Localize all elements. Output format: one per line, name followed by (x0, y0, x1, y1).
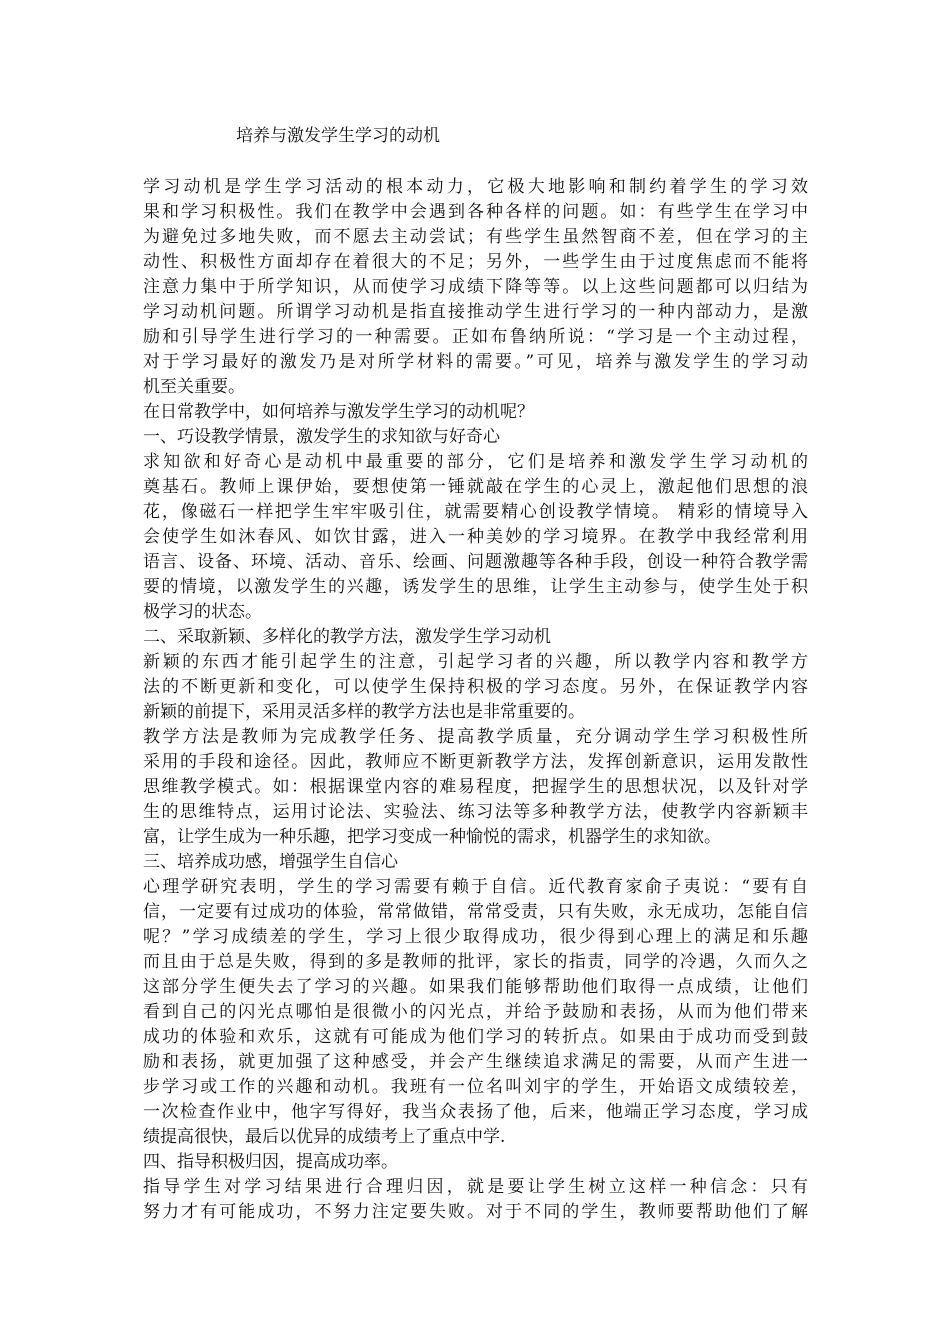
text-line: 富，让学生成为一种乐趣，把学习变成一种愉悦的需求，机器学生的求知欲。 (143, 827, 721, 847)
text-line: 一次检查作业中，他字写得好，我当众表扬了他，后来，他端正学习态度，学习成 (143, 1102, 808, 1122)
text-line: 求知欲和好奇心是动机中最重要的部分，它们是培养和激发学生学习动机的 (143, 452, 808, 472)
text-line: 新颖的前提下，采用灵活多样的教学方法也是非常重要的。 (143, 702, 585, 722)
text-line: 思维教学模式。如：根据课堂内容的难易程度，把握学生的思想状况，以及针对学 (143, 777, 808, 797)
section-heading-4: 四、指导积极归因，提高成功率。 (143, 1152, 398, 1172)
document-title: 培养与激发学生学习的动机 (236, 126, 440, 146)
text-line: 励和表扬，就更加强了这种感受，并会产生继续追求满足的需要，从而产生进一 (143, 1052, 808, 1072)
text-line: 果和学习积极性。我们在教学中会遇到各种各样的问题。如：有些学生在学习中 (143, 202, 808, 222)
section-heading-3: 三、培养成功感，增强学生自信心 (143, 852, 398, 872)
text-line: 花，像磁石一样把学生牢牢吸引住，就需要精心创设教学情境。 精彩的情境导入 (143, 502, 808, 522)
text-line: 极学习的状态。 (143, 602, 262, 622)
text-line: 注意力集中于所学知识，从而使学习成绩下降等等。以上这些问题都可以归结为 (143, 277, 808, 297)
section-heading-1: 一、巧设教学情景，激发学生的求知欲与好奇心 (143, 427, 500, 447)
text-line: 而且由于总是失败，得到的多是教师的批评，家长的指责，同学的冷遇，久而久之 (143, 952, 808, 972)
text-line: 新颖的东西才能引起学生的注意，引起学习者的兴趣，所以教学内容和教学方 (143, 652, 808, 672)
text-line: 呢？”学习成绩差的学生，学习上很少取得成功，很少得到心理上的满足和乐趣 (143, 927, 808, 947)
text-line: 会使学生如沐春风、如饮甘露，进入一种美妙的学习境界。在教学中我经常利用 (143, 527, 808, 547)
text-line: 绩提高很快，最后以优异的成绩考上了重点中学. (143, 1127, 506, 1147)
text-line: 指导学生对学习结果进行合理归因，就是要让学生树立这样一种信念：只有 (143, 1177, 808, 1197)
text-line: 生的思维特点，运用讨论法、实验法、练习法等多种教学方法，使教学内容新颖丰 (143, 802, 808, 822)
text-line: 法的不断更新和变化，可以使学生保持积极的学习态度。另外，在保证教学内容 (143, 677, 808, 697)
text-line: 为避免过多地失败，而不愿去主动尝试；有些学生虽然智商不差，但在学习的主 (143, 227, 808, 247)
text-line: 心理学研究表明，学生的学习需要有赖于自信。近代教育家俞子夷说：“要有自 (143, 877, 808, 897)
text-line: 动性、积极性方面却存在着很大的不足；另外，一些学生由于过度焦虑而不能将 (143, 252, 808, 272)
text-line: 教学方法是教师为完成教学任务、提高教学质量，充分调动学生学习积极性所 (143, 727, 808, 747)
text-line: 看到自己的闪光点哪怕是很微小的闪光点，并给予鼓励和表扬，从而为他们带来 (143, 1002, 808, 1022)
text-line: 要的情境，以激发学生的兴趣，诱发学生的思维，让学生主动参与，使学生处于积 (143, 577, 808, 597)
section-heading-2: 二、采取新颖、多样化的教学方法，激发学生学习动机 (143, 627, 551, 647)
text-line: 励和引导学生进行学习的一种需要。正如布鲁纳所说：“学习是一个主动过程， (143, 327, 808, 347)
text-line: 学习动机是学生学习活动的根本动力，它极大地影响和制约着学生的学习效 (143, 177, 808, 197)
text-line: 成功的体验和欢乐，这就有可能成为他们学习的转折点。如果由于成功而受到鼓 (143, 1027, 808, 1047)
text-line: 这部分学生便失去了学习的兴趣。如果我们能够帮助他们取得一点成绩，让他们 (143, 977, 808, 997)
text-line: 在日常教学中，如何培养与激发学生学习的动机呢？ (143, 402, 534, 422)
text-line: 机至关重要。 (143, 377, 245, 397)
text-line: 努力才有可能成功，不努力注定要失败。对于不同的学生，教师要帮助他们了解 (143, 1202, 808, 1222)
text-line: 语言、设备、环境、活动、音乐、绘画、问题激趣等各种手段，创设一种符合教学需 (143, 552, 808, 572)
text-line: 步学习或工作的兴趣和动机。我班有一位名叫刘宇的学生，开始语文成绩较差， (143, 1077, 808, 1097)
text-line: 奠基石。教师上课伊始，要想使第一锤就敲在学生的心灵上，激起他们思想的浪 (143, 477, 808, 497)
text-line: 采用的手段和途径。因此，教师应不断更新教学方法，发挥创新意识，运用发散性 (143, 752, 808, 772)
text-line: 学习动机问题。所谓学习动机是指直接推动学生进行学习的一种内部动力，是激 (143, 302, 808, 322)
text-line: 对于学习最好的激发乃是对所学材料的需要。”可见，培养与激发学生的学习动 (143, 352, 808, 372)
text-line: 信，一定要有过成功的体验，常常做错，常常受责，只有失败，永无成功，怎能自信 (143, 902, 808, 922)
